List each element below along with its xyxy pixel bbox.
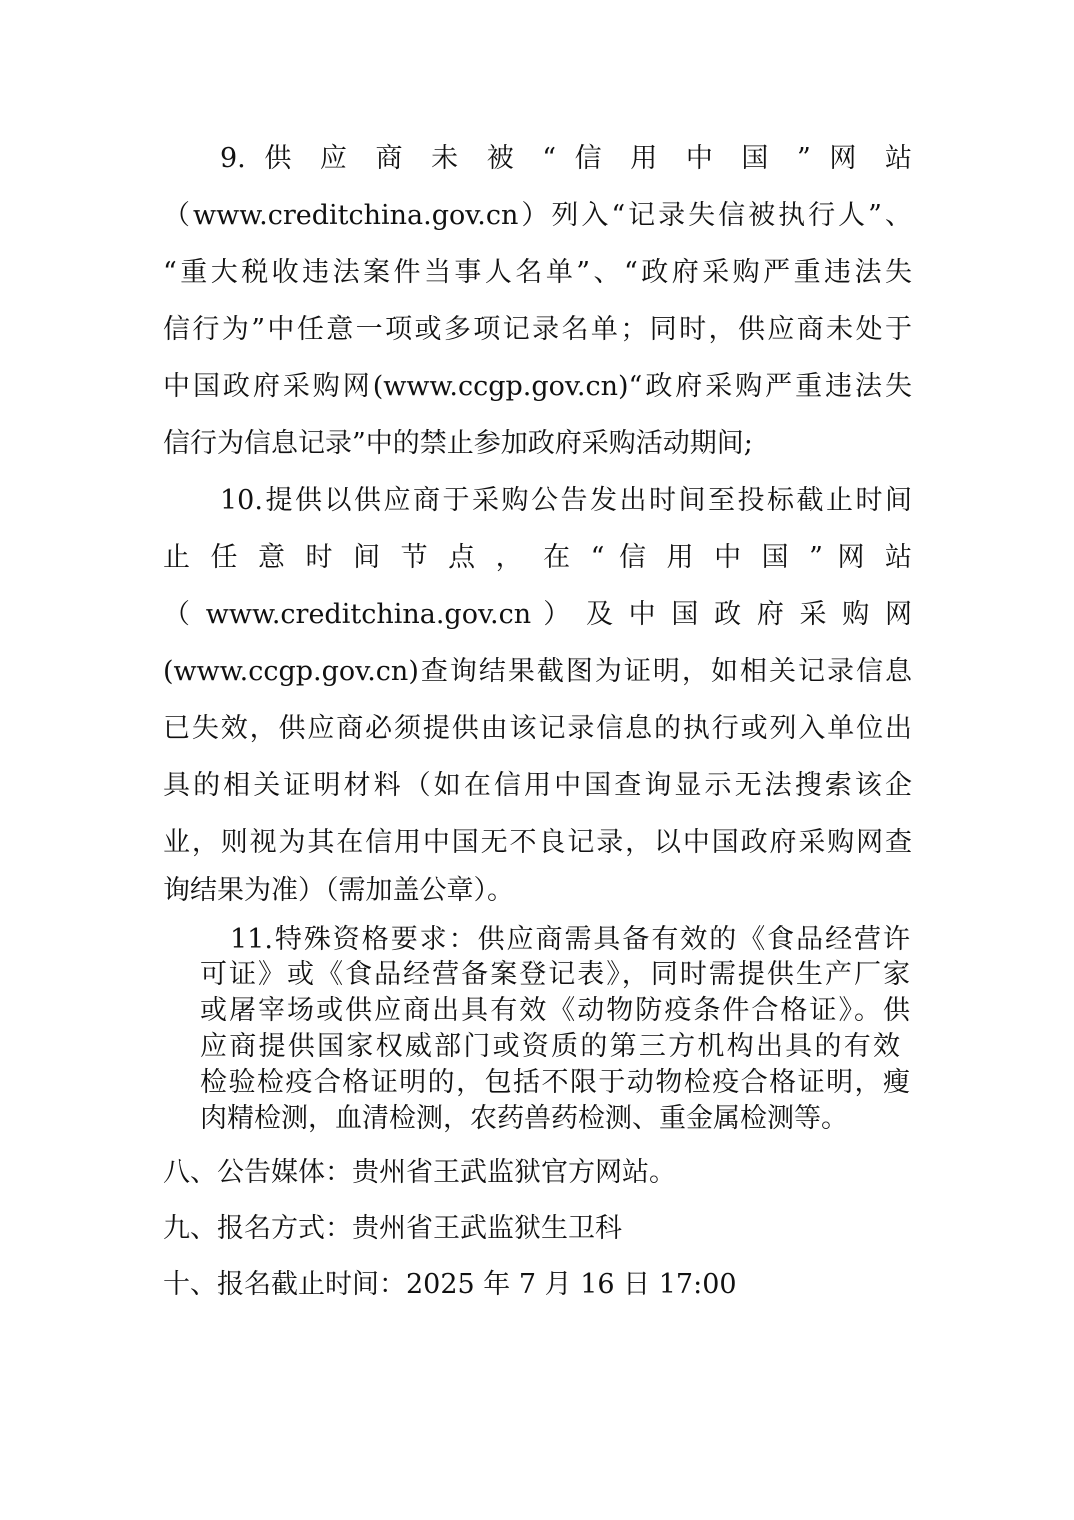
item-10-line-8: 询结果为准）（需加盖公章）。	[163, 875, 514, 906]
item-11-line-5: 检验检疫合格证明的，包括不限于动物检疫合格证明，瘦	[200, 1067, 910, 1098]
item-9-line-2: （www.creditchina.gov.cn）列入“记录失信被执行人”、	[163, 200, 912, 231]
item-9-line-5: 中国政府采购网(www.ccgp.gov.cn)“政府采购严重违法失	[163, 371, 912, 402]
item-11-line-2: 可证》或《食品经营备案登记表》，同时需提供生产厂家	[200, 959, 910, 990]
item-11-line-1: 11.特殊资格要求：供应商需具备有效的《食品经营许	[230, 924, 910, 955]
item-11-line-3: 或屠宰场或供应商出具有效《动物防疫条件合格证》。供	[200, 995, 910, 1026]
item-11-line-4: 应商提供国家权威部门或资质的第三方机构出具的有效	[200, 1031, 900, 1062]
item-10-line-7: 业，则视为其在信用中国无不良记录，以中国政府采购网查	[163, 827, 912, 858]
item-10-line-1: 10.提供以供应商于采购公告发出时间至投标截止时间	[220, 485, 912, 516]
item-9-line-6: 信行为信息记录”中的禁止参加政府采购活动期间;	[163, 428, 753, 459]
item-9-line-3: “重大税收违法案件当事人名单”、“政府采购严重违法失	[163, 257, 912, 288]
section-8-media: 八、公告媒体：贵州省王武监狱官方网站。	[163, 1157, 676, 1188]
item-10-line-4: (www.ccgp.gov.cn)查询结果截图为证明，如相关记录信息	[163, 656, 912, 687]
item-10-line-3: （ www.creditchina.gov.cn ） 及 中 国 政 府 采 购 网	[163, 599, 912, 630]
section-9-registration-method: 九、报名方式：贵州省王武监狱生卫科	[163, 1213, 622, 1244]
item-11-line-6: 肉精检测，血清检测，农药兽药检测、重金属检测等。	[200, 1103, 848, 1134]
section-10-registration-deadline: 十、报名截止时间：2025 年 7 月 16 日 17:00	[163, 1269, 737, 1300]
item-10-line-6: 具的相关证明材料（如在信用中国查询显示无法搜索该企	[163, 770, 912, 801]
item-9-line-4: 信行为”中任意一项或多项记录名单；同时，供应商未处于	[163, 314, 912, 345]
item-10-line-5: 已失效，供应商必须提供由该记录信息的执行或列入单位出	[163, 713, 912, 744]
item-10-line-2: 止 任 意 时 间 节 点 ， 在 “ 信 用 中 国 ” 网 站	[163, 542, 912, 573]
item-9-line-1: 9. 供 应 商 未 被 “ 信 用 中 国 ” 网 站	[220, 143, 912, 174]
